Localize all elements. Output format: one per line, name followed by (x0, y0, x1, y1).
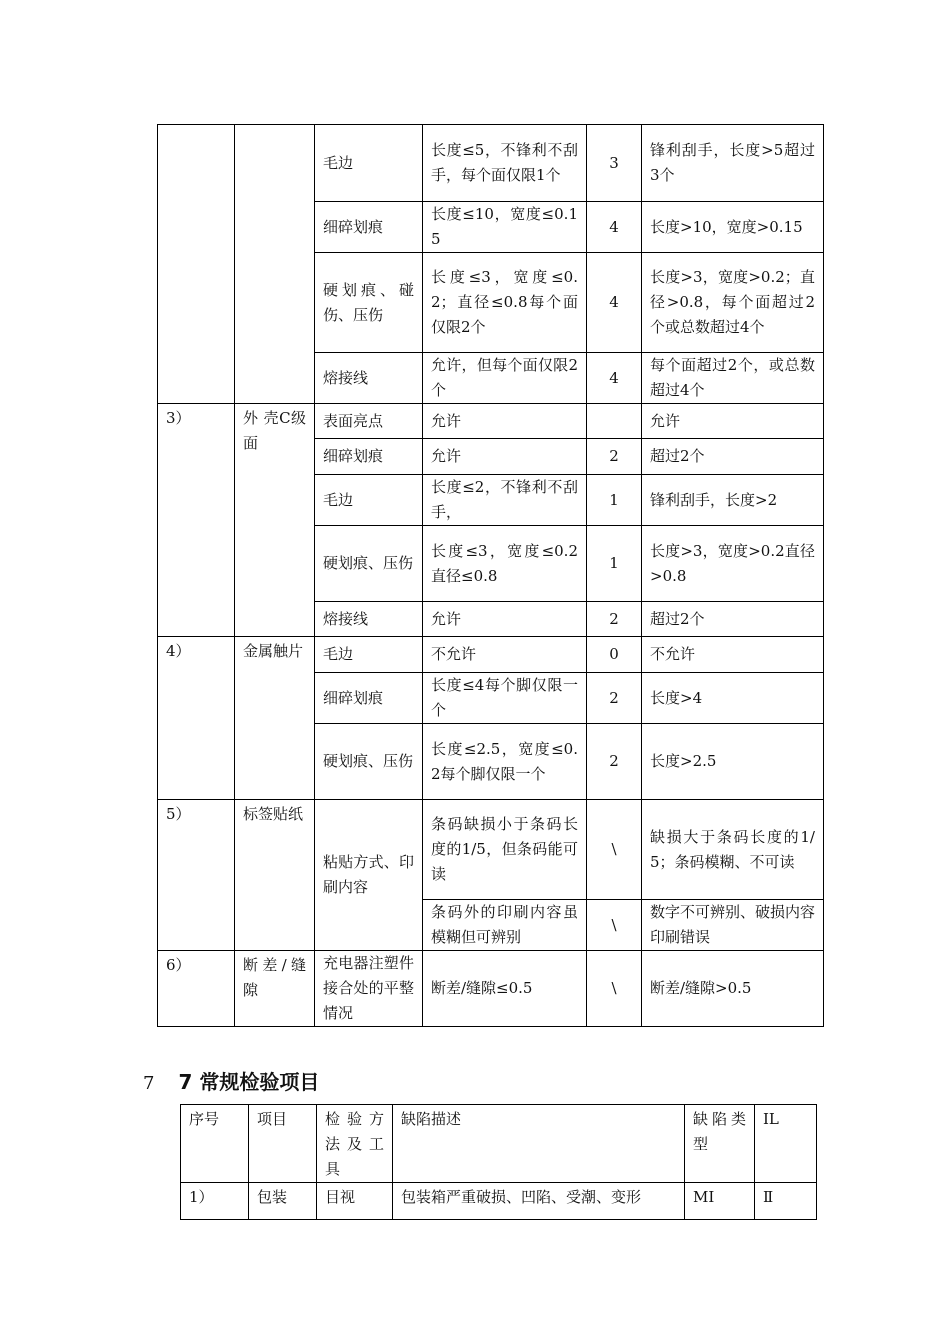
table-cell: 包装箱严重破损、凹陷、受潮、变形 (393, 1183, 685, 1220)
accept-cell: 长度≤3，宽度≤0.2；直径≤0.8每个面仅限2个 (423, 253, 587, 353)
accept-cell: 不允许 (423, 637, 587, 673)
no-cell (158, 125, 235, 404)
count-cell (587, 404, 642, 439)
reject-cell: 数字不可辨别、破损内容印刷错误 (642, 900, 824, 951)
accept-cell: 长度≤4每个脚仅限一个 (423, 673, 587, 724)
defect-cell: 充电器注塑件接合处的平整情况 (315, 951, 423, 1027)
part-cell: 金属触片 (235, 637, 315, 800)
count-cell: 3 (587, 125, 642, 202)
reject-cell: 每个面超过2个，或总数超过4个 (642, 353, 824, 404)
table-cell: 目视 (317, 1183, 393, 1220)
no-cell: 4） (158, 637, 235, 800)
count-cell: \ (587, 900, 642, 951)
accept-cell: 长度≤5，不锋利不刮手，每个面仅限1个 (423, 125, 587, 202)
header-cell: 检验方法及工具 (317, 1105, 393, 1183)
routine-inspection-table (180, 1104, 817, 1220)
part-cell (235, 125, 315, 404)
defect-cell: 毛边 (315, 125, 423, 202)
accept-cell: 允许 (423, 404, 587, 439)
accept-cell: 允许，但每个面仅限2个 (423, 353, 587, 404)
table-cell: 包装 (249, 1183, 317, 1220)
defect-cell: 细碎划痕 (315, 673, 423, 724)
accept-cell: 允许 (423, 602, 587, 637)
header-cell: 项目 (249, 1105, 317, 1183)
no-cell: 6） (158, 951, 235, 1027)
header-cell: 缺陷描述 (393, 1105, 685, 1183)
defect-cell: 熔接线 (315, 602, 423, 637)
table-cell: MI (685, 1183, 755, 1220)
defect-cell: 硬划痕、压伤 (315, 526, 423, 602)
count-cell: 0 (587, 637, 642, 673)
header-cell: 缺陷类型 (685, 1105, 755, 1183)
reject-cell: 不允许 (642, 637, 824, 673)
defect-criteria-table (157, 124, 824, 1027)
reject-cell: 超过2个 (642, 602, 824, 637)
defect-cell: 毛边 (315, 475, 423, 526)
defect-cell: 熔接线 (315, 353, 423, 404)
count-cell: 2 (587, 673, 642, 724)
accept-cell: 长度≤2.5，宽度≤0.2每个脚仅限一个 (423, 724, 587, 800)
count-cell: 1 (587, 526, 642, 602)
defect-cell: 表面亮点 (315, 404, 423, 439)
defect-cell: 细碎划痕 (315, 202, 423, 253)
accept-cell: 允许 (423, 439, 587, 475)
count-cell: 4 (587, 253, 642, 353)
count-cell: 2 (587, 724, 642, 800)
reject-cell: 长度>3，宽度>0.2直径>0.8 (642, 526, 824, 602)
part-cell: 外 壳C级面 (235, 404, 315, 637)
defect-cell: 毛边 (315, 637, 423, 673)
reject-cell: 断差/缝隙>0.5 (642, 951, 824, 1027)
table-row (181, 1183, 817, 1220)
header-cell: 序号 (181, 1105, 249, 1183)
reject-cell: 超过2个 (642, 439, 824, 475)
table-cell: Ⅱ (755, 1183, 817, 1220)
table-row (158, 951, 824, 1027)
section-heading (143, 1067, 319, 1097)
table-header-row (181, 1105, 817, 1183)
defect-cell: 粘贴方式、印刷内容 (315, 800, 423, 951)
count-cell: \ (587, 951, 642, 1027)
defect-cell: 硬划痕、碰伤、压伤 (315, 253, 423, 353)
reject-cell: 缺损大于条码长度的1/5；条码模糊、不可读 (642, 800, 824, 900)
accept-cell: 长度≤3，宽度≤0.2直径≤0.8 (423, 526, 587, 602)
reject-cell: 长度>10，宽度>0.15 (642, 202, 824, 253)
section-title: 7 常规检验项目 (178, 1070, 320, 1094)
reject-cell: 长度>2.5 (642, 724, 824, 800)
accept-cell: 长度≤10，宽度≤0.15 (423, 202, 587, 253)
defect-cell: 细碎划痕 (315, 439, 423, 475)
part-cell: 标签贴纸 (235, 800, 315, 951)
count-cell: 4 (587, 202, 642, 253)
count-cell: 2 (587, 439, 642, 475)
table-row (158, 637, 824, 673)
count-cell: 4 (587, 353, 642, 404)
accept-cell: 断差/缝隙≤0.5 (423, 951, 587, 1027)
header-cell: IL (755, 1105, 817, 1183)
no-cell: 5） (158, 800, 235, 951)
defect-cell: 硬划痕、压伤 (315, 724, 423, 800)
part-cell: 断差/缝隙 (235, 951, 315, 1027)
accept-cell: 长度≤2，不锋利不刮手， (423, 475, 587, 526)
reject-cell: 锋利刮手，长度>5超过3个 (642, 125, 824, 202)
table-cell: 1） (181, 1183, 249, 1220)
reject-cell: 允许 (642, 404, 824, 439)
table-row (158, 125, 824, 202)
reject-cell: 长度>4 (642, 673, 824, 724)
no-cell: 3） (158, 404, 235, 637)
count-cell: 2 (587, 602, 642, 637)
accept-cell: 条码外的印刷内容虽模糊但可辨别 (423, 900, 587, 951)
reject-cell: 锋利刮手，长度>2 (642, 475, 824, 526)
table-row (158, 800, 824, 900)
section-number: 7 (143, 1073, 155, 1094)
count-cell: 1 (587, 475, 642, 526)
accept-cell: 条码缺损小于条码长度的1/5，但条码能可读 (423, 800, 587, 900)
count-cell: \ (587, 800, 642, 900)
table-row (158, 404, 824, 439)
reject-cell: 长度>3，宽度>0.2；直径>0.8，每个面超过2个或总数超过4个 (642, 253, 824, 353)
